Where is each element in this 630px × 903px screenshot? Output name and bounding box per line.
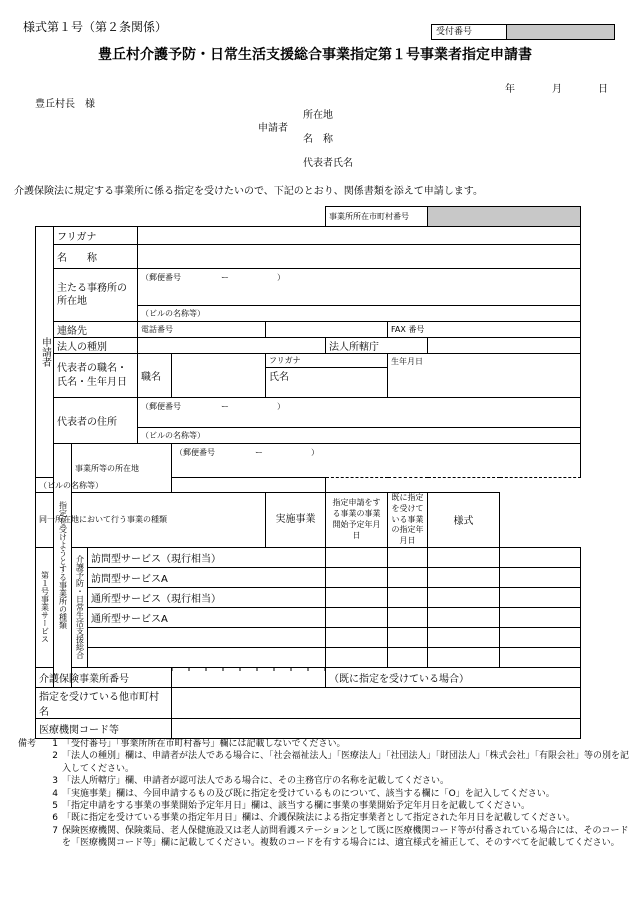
applicant-label: 申請者 [258, 123, 288, 134]
service-day-current-form[interactable] [500, 587, 581, 607]
service-blank-2-existing[interactable] [428, 647, 500, 667]
phone-label: 電話番号 [138, 322, 266, 338]
date-day: 日 [598, 84, 608, 95]
rep-address-label: 代表者の住所 [54, 398, 138, 444]
receipt-number-box [431, 24, 615, 40]
job-title-label: 職名 [138, 354, 172, 398]
notes-label [18, 800, 44, 812]
job-title-field[interactable] [172, 354, 266, 398]
rep-name-label: 氏名 [266, 368, 388, 398]
corp-type-label: 法人の種別 [54, 338, 138, 354]
office-location-postal: （郵便番号 ー ） [172, 444, 581, 478]
note-text: 「受付番号」「事業所所在市町村番号」欄には記載しないでください。 [62, 739, 346, 749]
category-first-service: 第１号事業サービス [36, 547, 54, 667]
category-general-support: 介護予防・日常生活支援総合 [72, 547, 88, 667]
birthdate-label: 生年月日 [388, 354, 581, 398]
receipt-number-label: 受付番号 [432, 25, 507, 39]
receipt-number-field[interactable] [507, 25, 614, 39]
service-blank-1-existing[interactable] [428, 627, 500, 647]
main-office-label: 主たる事務所の所在地 [54, 269, 138, 322]
corp-authority-label: 法人所轄庁 [326, 338, 428, 354]
municipal-number-label: 事業所所在市町村番号 [326, 207, 428, 227]
service-day-current-implement[interactable] [326, 587, 388, 607]
note-item [18, 775, 630, 787]
medical-code-field[interactable] [172, 718, 581, 738]
page-title: 豊丘村介護予防・日常生活支援総合事業指定第１号事業者指定申請書 [98, 47, 532, 63]
addressee: 豊丘村長 様 [35, 99, 95, 110]
office-location-building: （ビルの名称等） [36, 478, 326, 493]
intro-text: 介護保険法に規定する事業所に係る指定を受けたいので、下記のとおり、関係書類を添えて申請します。 [14, 186, 483, 197]
notes-label [18, 825, 44, 850]
service-home-a-start[interactable] [388, 567, 428, 587]
contact-label: 連絡先 [54, 322, 138, 338]
note-number: 4 [52, 788, 58, 799]
note-text: 保険医療機関、保険薬局、老人保健施設又は老人訪問看護ステーションとして既に医療機関コード等が付番されている場合には、そのコードを「医療機関コード等」欄に記載してください。複数のコードを有する場合には、適宜様式を補正して、そのすべてを記載してください。 [62, 825, 629, 849]
service-day-current-existing[interactable] [428, 587, 500, 607]
service-blank-2-form[interactable] [500, 647, 581, 667]
note-number: 5 [52, 801, 58, 812]
date-month: 月 [552, 84, 562, 95]
medical-code-label: 医療機関コード等 [36, 718, 172, 738]
note-item [18, 812, 630, 824]
note-text: 「指定申請をする事業の事業開始予定年月日」欄は、該当する欄に事業の事業開始予定年月日を記載してください。 [62, 801, 531, 812]
service-blank-2-implement[interactable] [326, 647, 388, 667]
service-day-a-existing[interactable] [428, 607, 500, 627]
notes [18, 738, 630, 850]
rep-address-postal: （郵便番号 ー ） [138, 398, 581, 428]
representative-label: 代表者の職名・氏名・生年月日 [54, 354, 138, 398]
insurance-number-label: 介護保険事業所番号 [36, 667, 172, 687]
service-day-a: 通所型サービスA [88, 607, 326, 627]
note-text: 「実施事業」欄は、今回申請するもの及び既に指定を受けているものについて、該当する欄に「O」を記入してください。 [62, 788, 555, 799]
service-day-current: 通所型サービス（現行相当） [88, 587, 326, 607]
service-blank-1[interactable] [88, 627, 326, 647]
note-item [18, 800, 630, 812]
fax-label: FAX 番号 [388, 322, 581, 338]
note-item [18, 825, 630, 850]
service-home-a-form[interactable] [500, 567, 581, 587]
rep-address-building: （ビルの名称等） [138, 428, 581, 444]
note-number: 3 [52, 776, 58, 787]
service-day-a-start[interactable] [388, 607, 428, 627]
notes-label: 備考 [18, 739, 37, 749]
implement-header: 実施事業 [266, 493, 326, 548]
phone-field[interactable] [266, 322, 388, 338]
service-blank-1-start[interactable] [388, 627, 428, 647]
note-text: 「法人の種別」欄は、申請者が法人である場合に、「社会福祉法人」「医療法人」「社団法人」「財団法人」「株式会社」「有限会社」等の別を記入してください。 [62, 751, 630, 774]
rep-furigana-label: フリガナ [266, 354, 388, 368]
note-number: 7 [52, 825, 58, 836]
furigana-label: フリガナ [54, 227, 138, 245]
service-home-current-existing[interactable] [428, 547, 500, 567]
service-day-a-implement[interactable] [326, 607, 388, 627]
service-blank-2-start[interactable] [388, 647, 428, 667]
service-home-a-existing[interactable] [428, 567, 500, 587]
main-office-postal: （郵便番号 ー ） [138, 269, 581, 306]
notes-label [18, 750, 44, 775]
form-header: 様式 [428, 493, 500, 548]
service-home-a-implement[interactable] [326, 567, 388, 587]
note-text: 「既に指定を受けている事業の指定年月日」欄は、介護保険法による指定事業者として指定された年月日を記載してください。 [62, 813, 576, 824]
corp-name-field[interactable] [138, 245, 581, 269]
notes-label [18, 775, 44, 787]
other-municipality-field[interactable] [172, 687, 581, 718]
application-table [35, 206, 581, 739]
service-blank-1-form[interactable] [500, 627, 581, 647]
service-home-a: 訪問型サービスA [88, 567, 326, 587]
main-office-building: （ビルの名称等） [138, 306, 581, 322]
service-home-current-implement[interactable] [326, 547, 388, 567]
service-blank-2[interactable] [88, 647, 326, 667]
corp-type-field[interactable] [138, 338, 326, 354]
office-location-label: 事業所等の所在地 [72, 444, 172, 493]
service-day-current-start[interactable] [388, 587, 428, 607]
section-office-type: 指定を受けようとする事業所の種類 [54, 444, 72, 688]
notes-label [18, 812, 44, 824]
note-item [18, 750, 630, 775]
applicant-representative-label: 代表者氏名 [303, 158, 353, 169]
insurance-number-field[interactable] [172, 667, 326, 687]
form-number: 様式第１号（第２条関係） [23, 20, 168, 34]
note-item [18, 738, 630, 750]
applicant-name-label: 名 称 [303, 134, 333, 145]
note-number: 2 [52, 751, 58, 762]
existing-date-header: 既に指定を受けている事業の指定年月日 [388, 493, 428, 548]
already-designated-note: （既に指定を受けている場合） [326, 667, 581, 687]
note-item [18, 788, 630, 800]
other-municipality-label: 指定を受けている他市町村名 [36, 687, 172, 718]
note-number: 1 [52, 739, 58, 749]
note-number: 6 [52, 813, 58, 824]
service-blank-1-implement[interactable] [326, 627, 388, 647]
same-location-label: 同一所在地において行う事業の種類 [36, 493, 266, 548]
furigana-field[interactable] [138, 227, 581, 245]
note-text: 「法人所轄庁」欄、申請者が認可法人である場合に、その主務官庁の名称を記載してください。 [62, 776, 450, 787]
service-day-a-form[interactable] [500, 607, 581, 627]
applicant-address-label: 所在地 [303, 110, 333, 121]
date-year: 年 [505, 84, 515, 95]
municipal-number-field[interactable] [428, 207, 581, 227]
corp-name-label: 名 称 [54, 245, 138, 269]
notes-label [18, 788, 44, 800]
service-home-current: 訪問型サービス（現行相当） [88, 547, 326, 567]
service-home-current-form[interactable] [500, 547, 581, 567]
corp-authority-field[interactable] [428, 338, 581, 354]
service-home-current-start[interactable] [388, 547, 428, 567]
start-date-header: 指定申請をする事業の事業開始予定年月日 [326, 493, 388, 548]
section-applicant: 申請者 [36, 227, 54, 478]
